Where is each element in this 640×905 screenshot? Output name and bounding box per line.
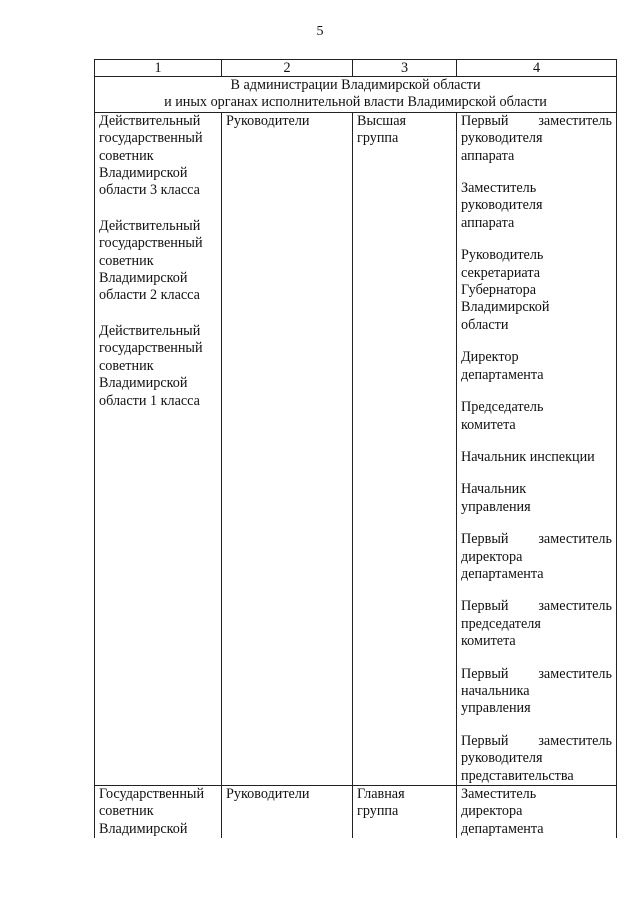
category-cell (222, 112, 353, 785)
rank-line: Владимирской (99, 165, 188, 182)
rank-line: области 1 класса (99, 392, 200, 409)
rank-line: Владимирской (99, 820, 188, 837)
table-row (95, 112, 617, 785)
position-block (461, 481, 612, 516)
position-line: директора (461, 548, 523, 565)
position-line: Первый заместитель (461, 665, 612, 682)
position-line: Заместитель (461, 786, 537, 802)
position-line: управления (461, 498, 531, 515)
position-cell (457, 112, 617, 785)
position-line: области (461, 316, 509, 333)
rank-cell (95, 786, 222, 839)
rank-block (99, 113, 217, 200)
position-block (461, 733, 612, 785)
position-line: департамента (461, 366, 544, 383)
section-header-row (95, 77, 617, 113)
rank-line: Владимирской (99, 375, 188, 392)
position-line: руководителя (461, 130, 543, 147)
rank-cell (95, 112, 222, 785)
position-line: Директор (461, 349, 519, 366)
position-line: Руководитель (461, 247, 544, 264)
position-block (461, 247, 612, 334)
rank-line: советник (99, 252, 154, 269)
section-title-line: и иных органах исполнительной власти Владимирской области (164, 94, 547, 111)
position-line: Первый заместитель (461, 598, 612, 615)
position-line: комитета (461, 416, 516, 433)
position-line: аппарата (461, 214, 515, 231)
position-line: Губернатора (461, 282, 537, 299)
category-text: Руководители (226, 786, 310, 802)
position-line: Первый заместитель (461, 732, 612, 749)
position-line: Первый заместитель (461, 531, 612, 548)
group-cell (353, 112, 457, 785)
position-block (461, 531, 612, 583)
rank-line: Действительный (99, 217, 201, 234)
position-block (461, 180, 612, 232)
position-block (461, 449, 612, 466)
position-line: департамента (461, 565, 544, 582)
position-line: Первый заместитель (461, 112, 612, 129)
position-line: руководителя (461, 197, 543, 214)
position-cell (457, 786, 617, 839)
position-line: Начальник (461, 481, 527, 498)
rank-line: Действительный (99, 112, 201, 129)
category-cell (222, 786, 353, 839)
column-number: 2 (222, 60, 353, 77)
position-line: аппарата (461, 147, 515, 164)
position-line: директора (461, 803, 523, 820)
rank-line: государственный (99, 130, 203, 147)
group-text: группа (357, 803, 399, 820)
rank-line: государственный (99, 340, 203, 357)
category-text: Руководители (226, 112, 310, 129)
rank-line: государственный (99, 235, 203, 252)
position-line: Председатель (461, 399, 544, 416)
position-block (461, 598, 612, 650)
position-line: представительства (461, 767, 574, 784)
column-number: 1 (95, 60, 222, 77)
position-block (461, 399, 612, 434)
table-row (95, 786, 617, 839)
rank-line: советник (99, 147, 154, 164)
position-block (461, 666, 612, 718)
rank-line: советник (99, 357, 154, 374)
position-line: председателя (461, 615, 541, 632)
rank-line: Государственный (99, 786, 205, 802)
group-text: Высшая (357, 112, 407, 129)
rank-line: области 2 класса (99, 287, 200, 304)
rank-block (99, 218, 217, 305)
position-line: Начальник инспекции (461, 448, 595, 465)
position-line: Заместитель (461, 180, 537, 197)
position-line: секретариата (461, 264, 541, 281)
position-block (461, 113, 612, 165)
position-line: Владимирской (461, 299, 550, 316)
rank-block (99, 323, 217, 410)
column-number: 3 (353, 60, 457, 77)
page-number: 5 (316, 24, 324, 39)
group-text: Главная (357, 786, 405, 802)
column-number-row (95, 60, 617, 77)
position-line: комитета (461, 633, 516, 650)
positions-table (94, 59, 617, 838)
column-number: 4 (457, 60, 617, 77)
section-title (95, 77, 617, 113)
rank-line: советник (99, 803, 154, 820)
position-line: управления (461, 700, 531, 717)
section-title-line: В администрации Владимирской области (230, 77, 481, 93)
rank-line: области 3 класса (99, 182, 200, 199)
rank-line: Владимирской (99, 270, 188, 287)
rank-line: Действительный (99, 322, 201, 339)
position-line: начальника (461, 682, 530, 699)
position-line: департамента (461, 820, 544, 837)
group-text: группа (357, 130, 399, 147)
group-cell (353, 786, 457, 839)
position-line: руководителя (461, 750, 543, 767)
position-block (461, 349, 612, 384)
